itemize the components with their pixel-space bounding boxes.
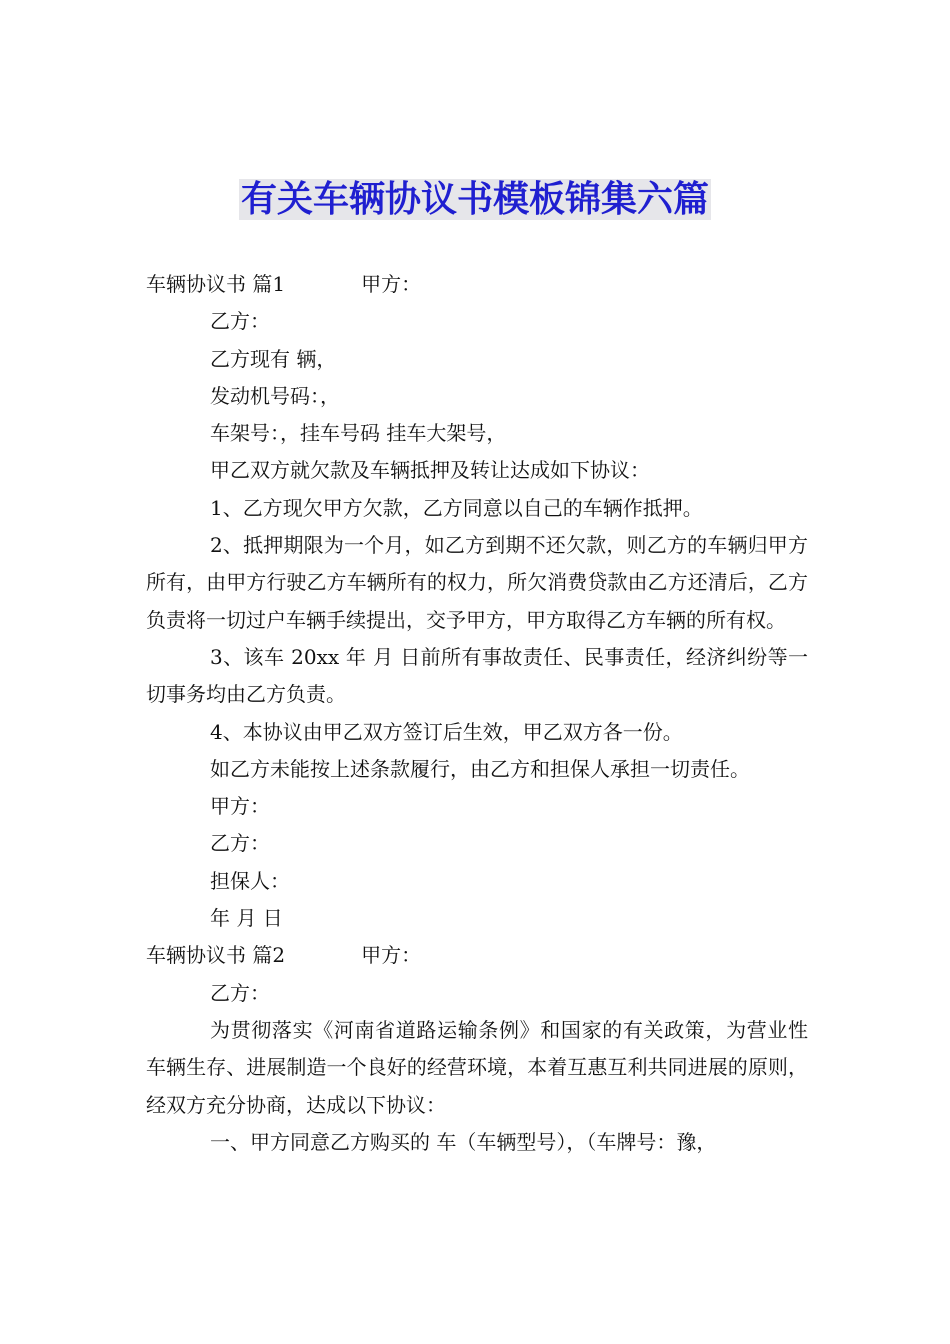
paragraph: 为贯彻落实《河南省道路运输条例》和国家的有关政策，为营业性车辆生存、进展制造一个良好的经营环境，本着互惠互利共同进展的原则，经双方充分协商，达成以下协议： (146, 1017, 808, 1117)
paragraph: 一、甲方同意乙方购买的 车（车辆型号），（车牌号：豫， (210, 1129, 717, 1154)
paragraph: 2、抵押期限为一个月，如乙方到期不还欠款，则乙方的车辆归甲方所有，由甲方行驶乙方车辆所有的权力，所欠消费贷款由乙方还清后，乙方负责将一切过户车辆手续提出，交予甲方，甲方取得乙方车辆的所有权。 (146, 533, 808, 632)
document-title: 有关车辆协议书模板锦集六篇 (240, 179, 709, 220)
document-body (146, 266, 808, 1161)
paragraph: 4、本协议由甲乙双方签订后生效，甲乙双方各一份。 (210, 719, 683, 744)
paragraph: 甲乙双方就欠款及车辆抵押及转让达成如下协议： (210, 458, 650, 483)
paragraph: 发动机号码：， (210, 383, 340, 408)
paragraph: 乙方现有 辆， (210, 346, 337, 371)
signature-line: 担保人： (210, 868, 290, 893)
section-heading: 车辆协议书 篇1 甲方： (146, 272, 422, 296)
paragraph: 车架号：，挂车号码 挂车大架号， (210, 421, 507, 446)
paragraph: 乙方： (210, 980, 270, 1005)
paragraph: 乙方： (210, 309, 270, 334)
section-heading: 车辆协议书 篇2 甲方： (146, 943, 422, 968)
date-line: 年 月 日 (210, 906, 283, 931)
signature-line: 乙方： (210, 831, 270, 856)
signature-line: 甲方： (210, 794, 270, 819)
paragraph: 1、乙方现欠甲方欠款，乙方同意以自己的车辆作抵押。 (210, 495, 703, 520)
paragraph: 如乙方未能按上述条款履行，由乙方和担保人承担一切责任。 (210, 756, 750, 781)
paragraph: 3、该车 20xx 年 月 日前所有事故责任、民事责任，经济纠纷等一切事务均由乙方负责。 (146, 644, 808, 707)
